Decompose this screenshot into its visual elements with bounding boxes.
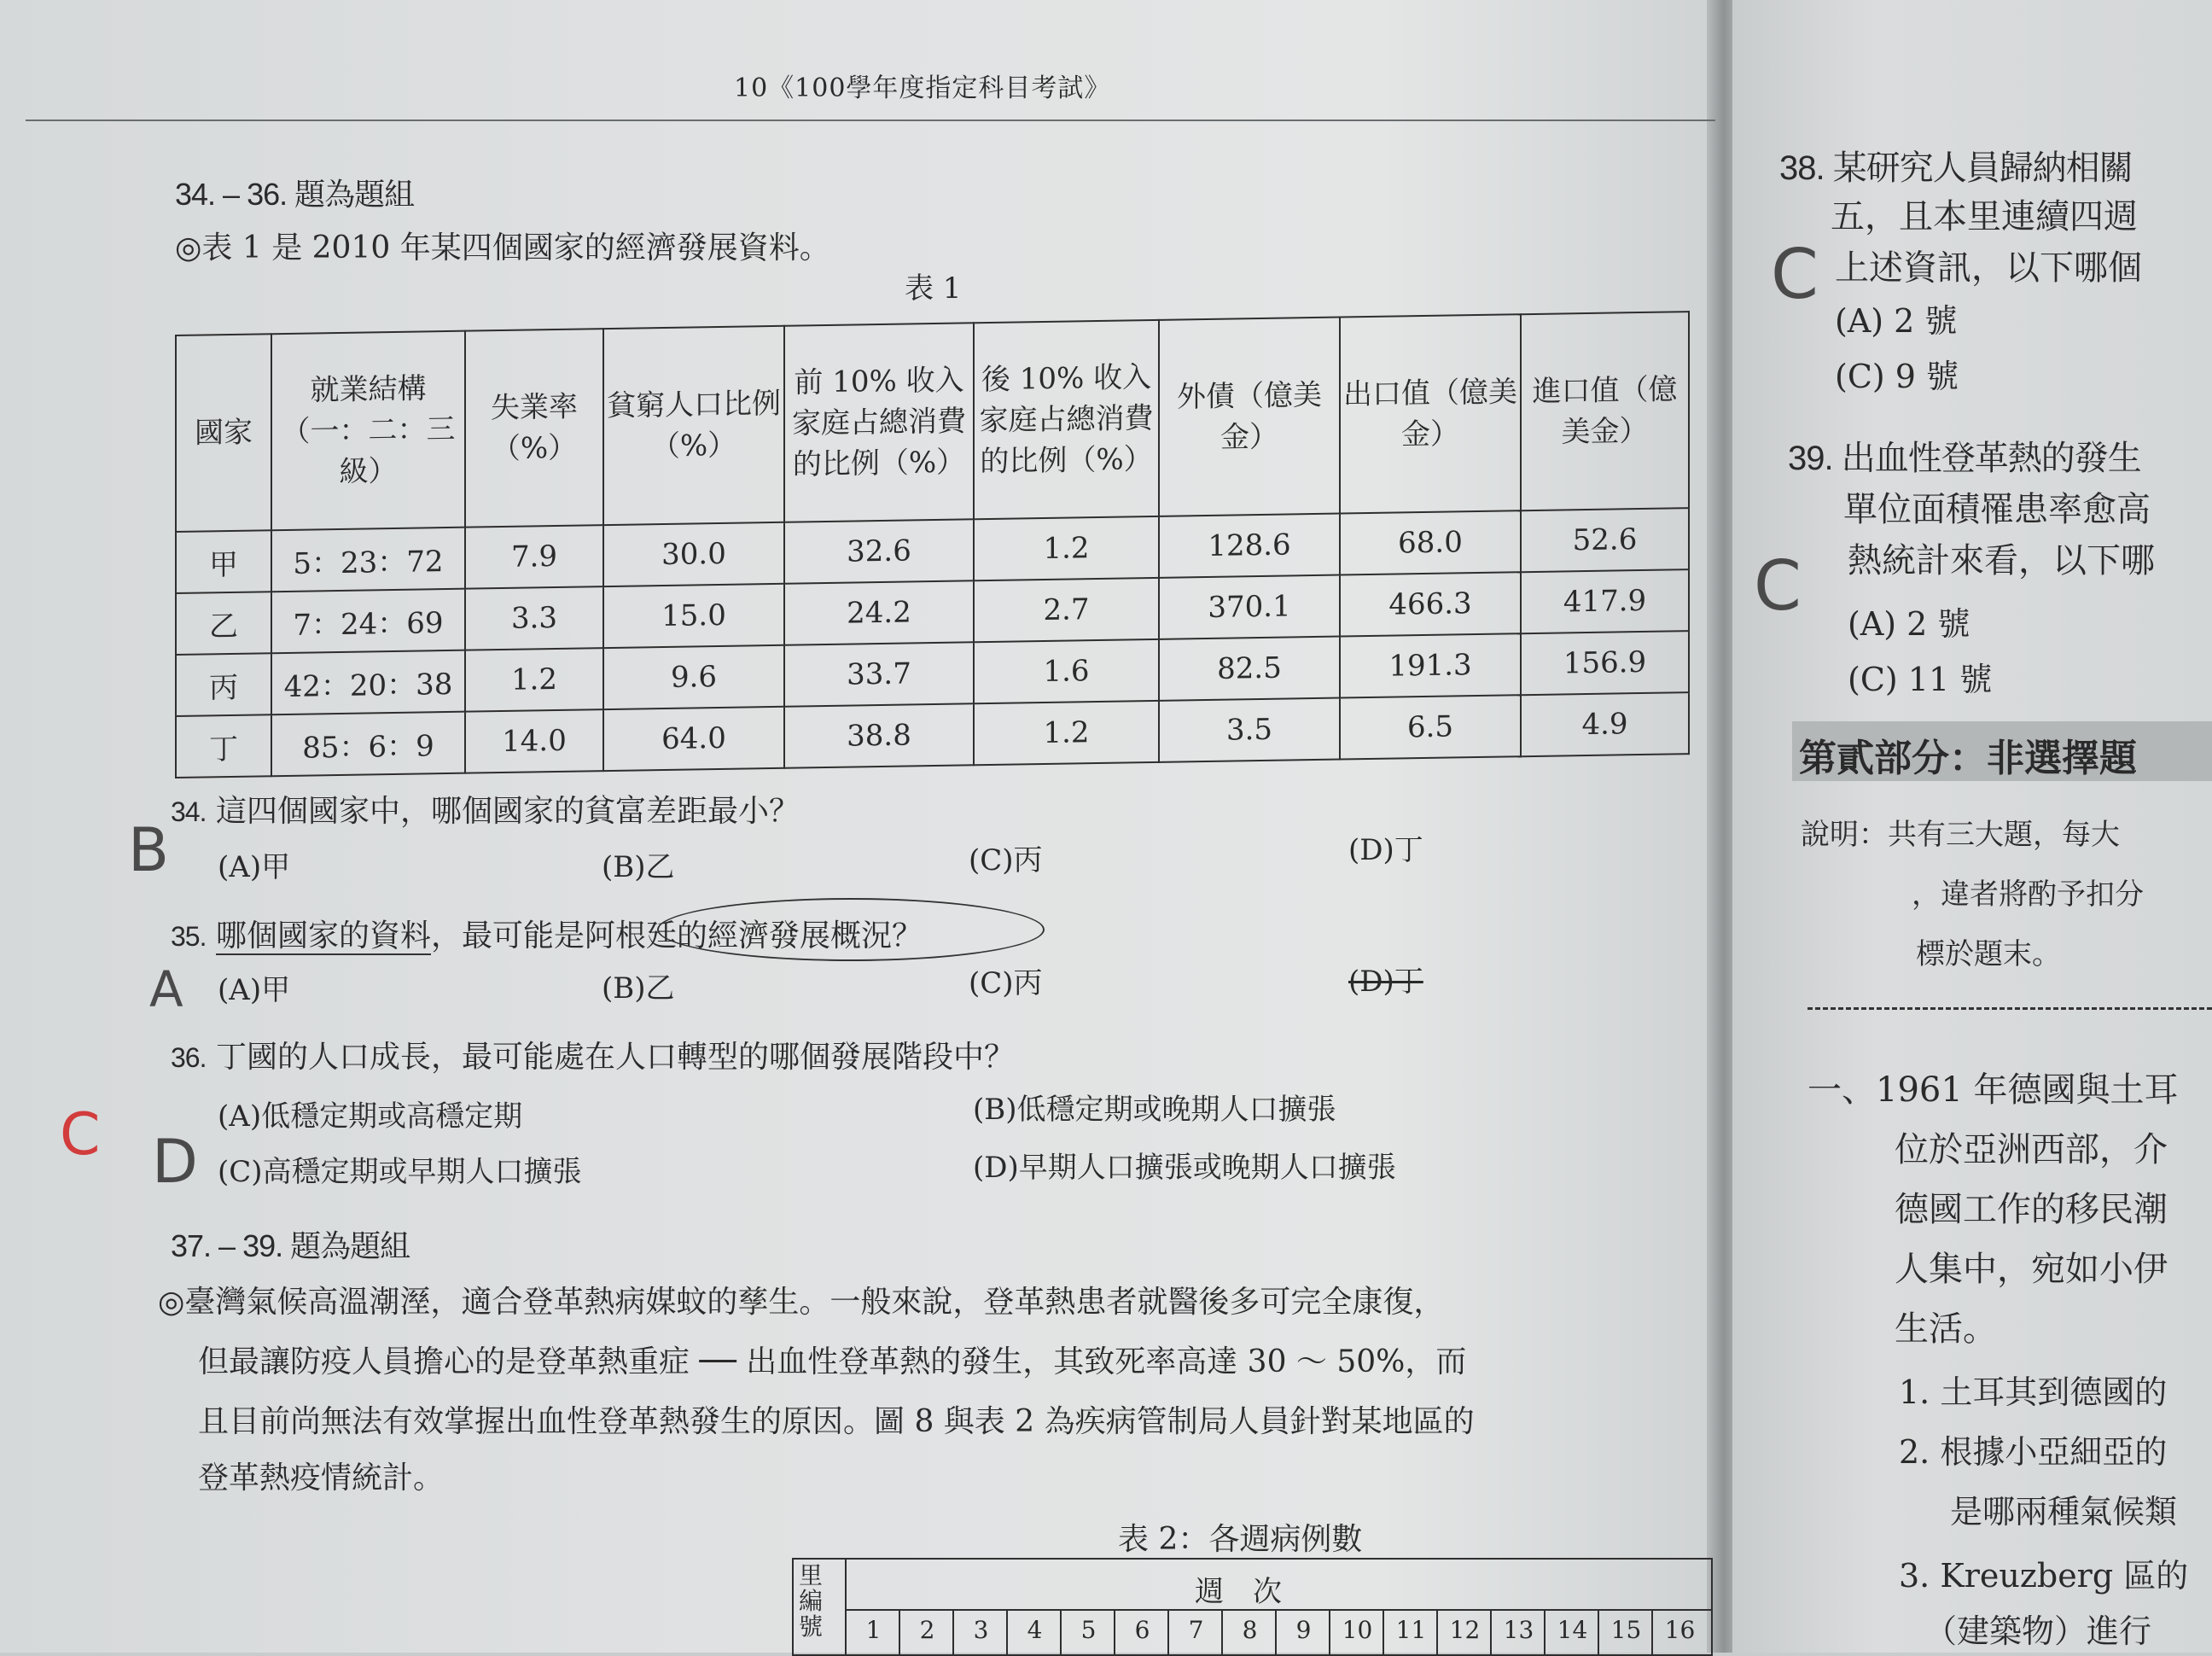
pencil-mark-34: B bbox=[128, 815, 170, 885]
table1-title: 表 1 bbox=[905, 271, 962, 306]
table2-week-cell: 6 bbox=[1114, 1611, 1169, 1654]
group1-intro: ◎表 1 是 2010 年某四個國家的經濟發展資料。 bbox=[175, 230, 830, 265]
option-c: (C)丙 bbox=[969, 843, 1043, 878]
table-header-cell: 後 10% 收入家庭占總消費的比例（%） bbox=[974, 320, 1159, 519]
q38-line-2: 五，且本里連續四週 bbox=[1831, 197, 2138, 236]
table-header-cell: 國家 bbox=[176, 334, 271, 532]
option-b: (B)低穩定期或晚期人口擴張 bbox=[973, 1093, 1336, 1127]
table-cell: 1.2 bbox=[974, 516, 1159, 580]
table-cell: 191.3 bbox=[1340, 633, 1521, 697]
table-header-cell: 前 10% 收入家庭占總消費的比例（%） bbox=[784, 323, 974, 522]
q1-line-2: 位於亞洲西部，介 bbox=[1895, 1130, 2168, 1169]
section-title: 第貳部分：非選擇題 bbox=[1799, 737, 2137, 780]
table-cell: 128.6 bbox=[1159, 514, 1340, 578]
group1-heading: 34. – 36. 題為題組 bbox=[175, 177, 415, 212]
option-a: (A)低穩定期或高穩定期 bbox=[218, 1099, 523, 1134]
group2-line-4: 登革熱疫情統計。 bbox=[198, 1461, 445, 1496]
table2-week-cell: 7 bbox=[1167, 1611, 1223, 1654]
q1-line-1: 一、1961 年德國與土耳 bbox=[1807, 1070, 2179, 1110]
group2-line-3: 且目前尚無法有效掌握出血性登革熱發生的原因。圖 8 與表 2 為疾病管制局人員針對某地區的 bbox=[198, 1404, 1475, 1439]
question-34 bbox=[171, 787, 800, 831]
table2-week-cell: 5 bbox=[1060, 1611, 1115, 1654]
table-cell: 30.0 bbox=[603, 522, 784, 586]
q1-item-3: 3. Kreuzberg 區的 bbox=[1899, 1557, 2189, 1595]
table-cell: 64.0 bbox=[603, 707, 784, 771]
table-cell: 156.9 bbox=[1521, 631, 1689, 695]
question-stem: 丁國的人口成長，最可能處在人口轉型的哪個發展階段中？ bbox=[215, 1040, 1015, 1075]
q38-option-c: (C) 9 號 bbox=[1835, 358, 1959, 395]
pencil-mark-36: D bbox=[152, 1127, 198, 1197]
table-cell: 丙 bbox=[176, 653, 271, 716]
table-header-cell: 就業結構（一：二：三級） bbox=[271, 331, 465, 531]
option-d-struck: (D)丁 bbox=[1348, 965, 1423, 999]
question-stem-circled: 阿根廷的經濟發展概況 bbox=[584, 918, 892, 953]
running-head: 10《100學年度指定科目考試》 bbox=[734, 73, 1111, 103]
q38-line-1: 38. 某研究人員歸納相關 bbox=[1779, 149, 2133, 187]
table-cell: 1.2 bbox=[974, 701, 1159, 765]
q1-item-3-cont: （建築物）進行 bbox=[1924, 1612, 2152, 1650]
table-cell: 5：23：72 bbox=[271, 528, 465, 592]
table2-col-header: 里編號 bbox=[799, 1561, 824, 1641]
option-d: (D)丁 bbox=[1348, 833, 1423, 867]
table-cell: 甲 bbox=[176, 530, 271, 593]
group2-line-1: ◎臺灣氣候高溫潮溼，適合登革熱病媒蚊的孳生。一般來說，登革熱患者就醫後多可完全康復， bbox=[158, 1285, 1445, 1320]
table2-week-cell: 12 bbox=[1436, 1611, 1492, 1654]
table2-week-cell: 13 bbox=[1490, 1611, 1545, 1654]
pencil-mark-39: C bbox=[1754, 546, 1802, 626]
table2-week-cell: 15 bbox=[1598, 1611, 1653, 1654]
table2-week-cell: 14 bbox=[1544, 1611, 1599, 1654]
q1-item-2-cont: 是哪兩種氣候類 bbox=[1950, 1493, 2178, 1531]
header-rule bbox=[26, 120, 1715, 121]
table-cell: 3.3 bbox=[465, 586, 603, 650]
group2-line-2: 但最讓防疫人員擔心的是登革熱重症 ── 出血性登革熱的發生，其致死率高達 30 ～ 50%，而 bbox=[198, 1344, 1467, 1379]
table-cell: 38.8 bbox=[784, 703, 974, 767]
table-cell: 42：20：38 bbox=[271, 650, 465, 715]
table-1 bbox=[175, 311, 1690, 778]
table-header-cell: 出口值（億美金） bbox=[1340, 314, 1521, 513]
table-cell: 14.0 bbox=[465, 709, 603, 773]
q38-line-3: 上述資訊，以下哪個 bbox=[1835, 248, 2142, 288]
table-cell: 466.3 bbox=[1340, 572, 1521, 636]
q1-item-1: 1. 土耳其到德國的 bbox=[1899, 1373, 2168, 1411]
table-header-cell: 進口值（億美金） bbox=[1521, 312, 1689, 510]
table2-title: 表 2：各週病例數 bbox=[1118, 1522, 1363, 1557]
note-line-1: 說明：共有三大題，每大 bbox=[1801, 818, 2120, 852]
table-cell: 丁 bbox=[176, 714, 271, 778]
table-cell: 15.0 bbox=[603, 584, 784, 648]
table-cell: 乙 bbox=[176, 592, 271, 655]
table-cell: 1.2 bbox=[465, 648, 603, 712]
table-cell: 7：24：69 bbox=[271, 589, 465, 654]
q1-line-4: 人集中，宛如小伊 bbox=[1895, 1250, 2168, 1289]
option-c: (C)高穩定期或早期人口擴張 bbox=[218, 1155, 582, 1189]
option-b: (B)乙 bbox=[602, 850, 675, 884]
question-stem: 這四個國家中，哪個國家的貧富差距最小？ bbox=[215, 794, 800, 829]
table-cell: 7.9 bbox=[465, 525, 603, 589]
group2-heading: 37. – 39. 題為題組 bbox=[171, 1228, 410, 1263]
table-cell: 33.7 bbox=[784, 642, 974, 706]
red-pen-mark-36: C bbox=[60, 1101, 101, 1169]
question-stem-end: ？ bbox=[891, 918, 923, 953]
q39-option-c: (C) 11 號 bbox=[1848, 661, 1993, 698]
table2-week-cell: 1 bbox=[845, 1611, 900, 1654]
table-2 bbox=[792, 1558, 1713, 1656]
option-d: (D)早期人口擴張或晚期人口擴張 bbox=[973, 1151, 1396, 1185]
table2-week-cell: 16 bbox=[1651, 1611, 1707, 1654]
table-cell: 24.2 bbox=[784, 580, 974, 644]
table-header-cell: 貧窮人口比例（%） bbox=[603, 326, 784, 525]
table2-week-cell: 4 bbox=[1006, 1611, 1062, 1654]
table-cell: 6.5 bbox=[1340, 695, 1521, 759]
table2-week-header: 週 次 bbox=[1195, 1575, 1282, 1609]
question-stem: ，最可能是 bbox=[430, 918, 585, 953]
q39-line-1: 39. 出血性登革熱的發生 bbox=[1788, 440, 2141, 477]
table-cell: 68.0 bbox=[1340, 510, 1521, 574]
note-line-2: ，違者將酌予扣分 bbox=[1912, 878, 2144, 912]
table2-week-cell: 10 bbox=[1329, 1611, 1384, 1654]
question-36 bbox=[171, 1033, 1015, 1076]
table-cell: 82.5 bbox=[1159, 637, 1340, 701]
table-cell: 32.6 bbox=[784, 519, 974, 583]
option-b: (B)乙 bbox=[602, 971, 675, 1006]
q38-option-a: (A) 2 號 bbox=[1835, 302, 1958, 340]
q39-option-a: (A) 2 號 bbox=[1848, 605, 1970, 643]
table-header-cell: 失業率（%） bbox=[465, 329, 603, 528]
table-cell: 2.7 bbox=[974, 578, 1159, 642]
table-cell: 417.9 bbox=[1521, 569, 1689, 633]
note-line-3: 標於題末。 bbox=[1916, 937, 2061, 971]
table-cell: 85：6：9 bbox=[271, 712, 465, 777]
table-cell: 52.6 bbox=[1521, 508, 1689, 572]
table2-week-cell: 9 bbox=[1275, 1611, 1330, 1654]
table-cell: 4.9 bbox=[1521, 692, 1689, 756]
question-number: 35. bbox=[171, 921, 207, 952]
q39-line-2: 單位面積罹患率愈高 bbox=[1843, 490, 2151, 529]
q1-line-5: 生活。 bbox=[1895, 1309, 1997, 1349]
pencil-circle bbox=[657, 898, 1045, 961]
q39-line-3: 熱統計來看，以下哪 bbox=[1848, 541, 2155, 580]
pencil-mark-38: C bbox=[1771, 235, 1819, 314]
table-cell: 9.6 bbox=[603, 645, 784, 709]
q1-line-3: 德國工作的移民潮 bbox=[1895, 1190, 2168, 1229]
q1-item-2: 2. 根據小亞細亞的 bbox=[1899, 1433, 2168, 1471]
option-c: (C)丙 bbox=[969, 966, 1043, 1000]
pencil-mark-35: A bbox=[149, 960, 183, 1018]
dashed-divider bbox=[1807, 1007, 2212, 1010]
table2-week-cell: 8 bbox=[1221, 1611, 1277, 1654]
question-number: 36. bbox=[171, 1042, 207, 1073]
option-a: (A)甲 bbox=[218, 973, 291, 1007]
table-cell: 370.1 bbox=[1159, 575, 1340, 639]
table-header-cell: 外債（億美金） bbox=[1159, 318, 1340, 516]
option-a: (A)甲 bbox=[218, 850, 291, 884]
table2-week-cell: 3 bbox=[952, 1611, 1008, 1654]
table2-week-cell: 2 bbox=[899, 1611, 954, 1654]
table2-week-cell: 11 bbox=[1382, 1611, 1438, 1654]
table-cell: 1.6 bbox=[974, 639, 1159, 703]
question-number: 34. bbox=[171, 796, 207, 827]
table-cell: 3.5 bbox=[1159, 698, 1340, 762]
question-stem-underlined: 哪個國家的資料 bbox=[215, 918, 431, 953]
